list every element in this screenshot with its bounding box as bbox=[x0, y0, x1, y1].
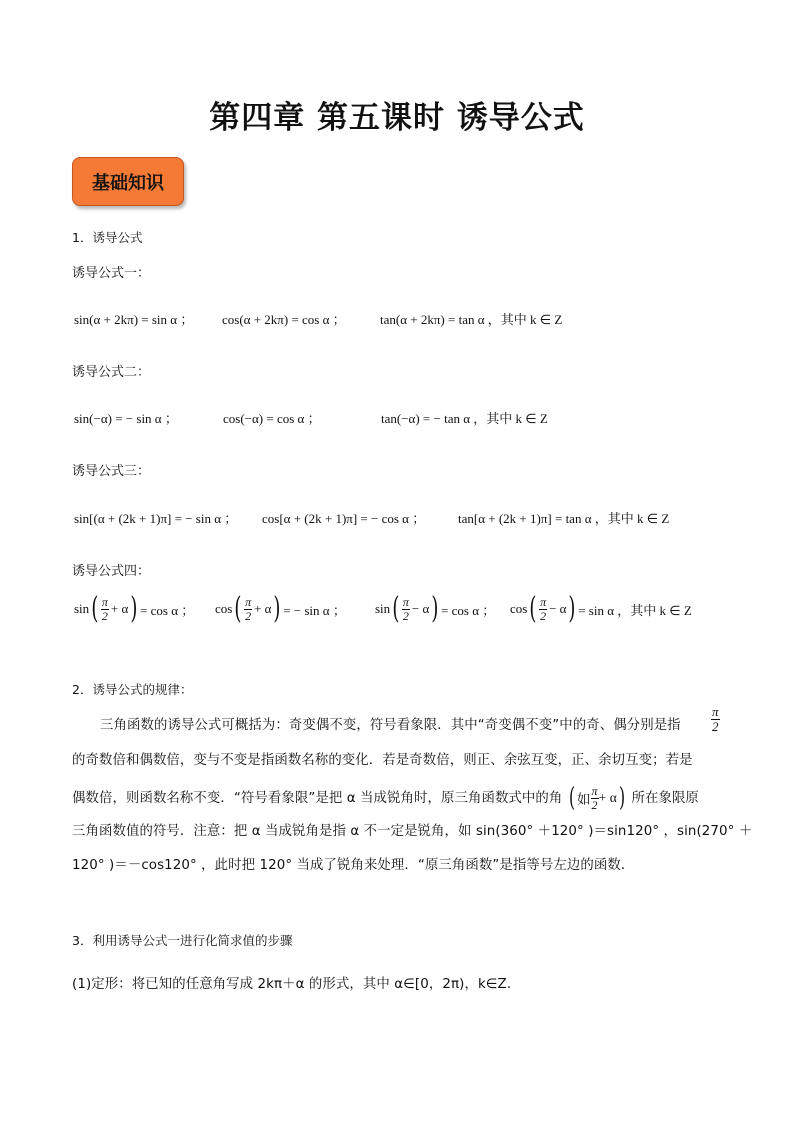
section-1-heading: 1．诱导公式 bbox=[72, 230, 143, 245]
formula-4-cos: cos ( $\frac{\pi}{2}$ + α ) = − sin α ； bbox=[215, 591, 346, 626]
formula-1-label: 诱导公式一： bbox=[72, 266, 151, 281]
formula-4-sin-minus: sin ( $\frac{\pi}{2}$ − α ) = cos α ； bbox=[375, 591, 496, 626]
section-3-heading: 3．利用诱导公式一进行化简求值的步骤 bbox=[72, 933, 293, 948]
formula-2-tan: tan(−α) = − tan α ，其中 k ∈ Z bbox=[381, 411, 548, 426]
formula-3-sin: sin[(α + (2k + 1)π] = − sin α ； bbox=[74, 511, 238, 526]
section-2-heading: 2．诱导公式的规律： bbox=[72, 682, 193, 697]
formula-4-sin: sin ( $\frac{\pi}{2}$ + α ) = cos α ； bbox=[74, 591, 195, 626]
rule-paragraph-line-3: 偶数倍，则函数名称不变．“符号看象限”是把 α 当成锐角时，原三角函数式中的角 ( 如 $\frac{\pi}{2}$ + α ) 所在象限原 bbox=[72, 783, 699, 814]
formula-3-tan: tan[α + (2k + 1)π] = tan α ，其中 k ∈ Z bbox=[458, 511, 670, 526]
page-title: 第四章 第五课时 诱导公式 bbox=[209, 100, 585, 136]
section-badge: 基础知识 bbox=[72, 157, 184, 206]
formula-4-cos-minus: cos ( $\frac{\pi}{2}$ − α ) = sin α ，其中 k ∈ Z bbox=[510, 591, 692, 626]
formula-2-cos: cos(−α) = cos α ； bbox=[223, 411, 321, 426]
formula-1-cos: cos(α + 2kπ) = cos α ； bbox=[222, 312, 346, 327]
formula-2-sin: sin(−α) = − sin α ； bbox=[74, 411, 178, 426]
formula-1-tan: tan(α + 2kπ) = tan α ，其中 k ∈ Z bbox=[380, 312, 563, 327]
formula-3-cos: cos[α + (2k + 1)π] = − cos α ； bbox=[262, 511, 426, 526]
rule-paragraph-line-1: 三角函数的诱导公式可概括为：奇变偶不变，符号看象限．其中“奇变偶不变”中的奇、偶分别是指 bbox=[100, 718, 681, 733]
rule-paragraph-line-2: 的奇数倍和偶数倍，变与不变是指函数名称的变化．若是奇数倍，则正、余弦互变，正、余切互变；若是 bbox=[72, 753, 693, 768]
formula-2-label: 诱导公式二： bbox=[72, 365, 151, 380]
formula-1-sin: sin(α + 2kπ) = sin α ； bbox=[74, 312, 194, 327]
rule-paragraph-line-5: 120° )＝－cos120° ，此时把 120° 当成了锐角来处理．“原三角函数”是指等号左边的函数． bbox=[72, 858, 635, 873]
step-1-text: (1)定形：将已知的任意角写成 2kπ＋α 的形式，其中 α∈[0，2π)，k∈Z. bbox=[72, 977, 512, 992]
rule-paragraph-line-4: 三角函数值的符号．注意：把 α 当成锐角是指 α 不一定是锐角，如 sin(360° ＋120° )＝sin120° ，sin(270° ＋ bbox=[72, 824, 753, 839]
pi-over-2-fraction: $\frac{\pi}{2}$ bbox=[712, 704, 719, 734]
formula-4-label: 诱导公式四： bbox=[72, 564, 151, 579]
formula-3-label: 诱导公式三： bbox=[72, 464, 151, 479]
